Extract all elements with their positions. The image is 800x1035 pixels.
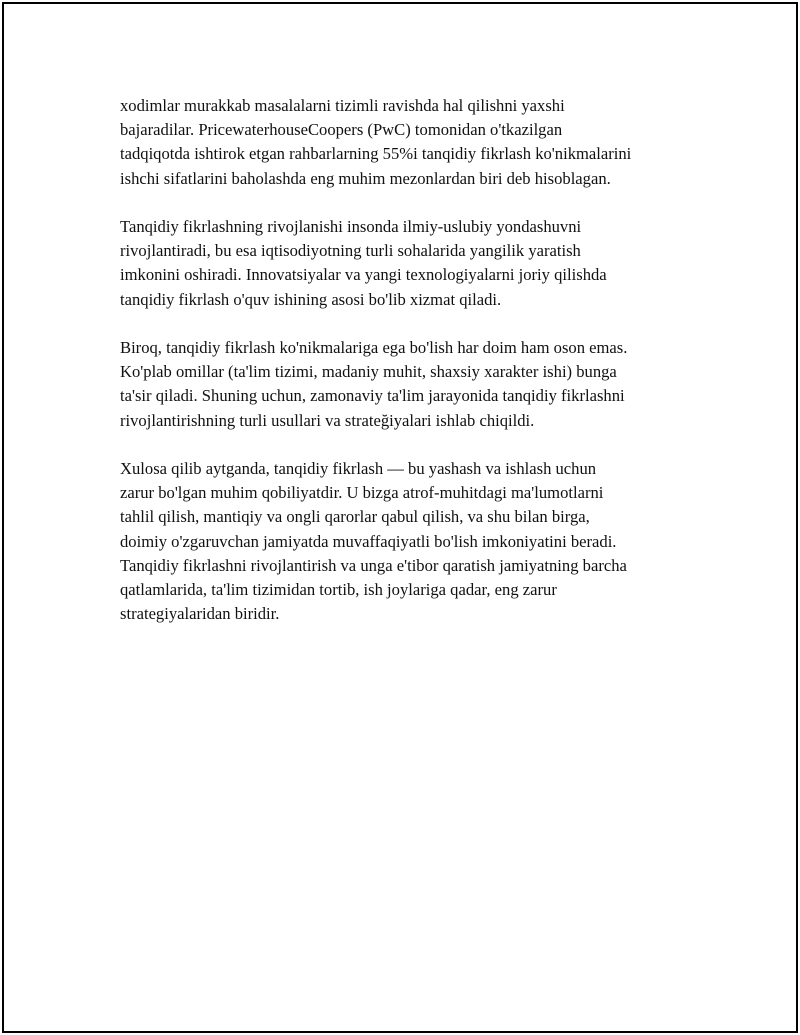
paragraph-2: Tanqidiy fikrlashning rivojlanishi insonda ilmiy-uslubiy yondashuvni rivojlantiradi, bu esa iqtisodiyotning turli sohalarida yangilik yaratish imkonini oshiradi. Innovatsiyalar va yangi texnologiyalarni joriy qilishda tanqidiy fikrlash o'quv ishining asosi bo'lib xizmat qiladi.	[120, 217, 607, 309]
paragraph-1: xodimlar murakkab masalalarni tizimli ravishda hal qilishni yaxshi bajaradilar. PricewaterhouseCoopers (PwC) tomonidan o'tkazilgan tadqiqotda ishtirok etgan rahbarlarning 55%i tanqidiy fikrlash ko'nikmalarini ishchi sifatlarini baholashda eng muhim mezonlardan biri deb hisoblagan.	[120, 96, 632, 188]
document-body	[120, 94, 705, 651]
paragraph-3: Biroq, tanqidiy fikrlash ko'nikmalariga ega bo'lish har doim ham oson emas. Ko'plab omillar (ta'lim tizimi, madaniy muhit, shaxsiy xarakter ishi) bunga ta'sir qiladi. Shuning uchun, zamonaviy ta'lim jarayonida tanqidiy fikrlashni rivojlantirishning turli usullari va strateğiyalari ishlab chiqildi.	[120, 338, 628, 430]
document-page	[2, 2, 798, 1033]
paragraph-4: Xulosa qilib aytganda, tanqidiy fikrlash — bu yashash va ishlash uchun zarur bo'lgan muhim qobiliyatdir. U bizga atrof-muhitdagi ma'lumotlarni tahlil qilish, mantiqiy va ongli qarorlar qabul qilish, va shu bilan birga, doimiy o'zgaruvchan jamiyatda muvaffaqiyatli bo'lish imkoniyatini beradi. Tanqidiy fikrlashni rivojlantirish va unga e'tibor qaratish jamiyatning barcha qatlamlarida, ta'lim tizimidan tortib, ish joylariga qadar, eng zarur strategiyalaridan biridir.	[120, 459, 627, 624]
